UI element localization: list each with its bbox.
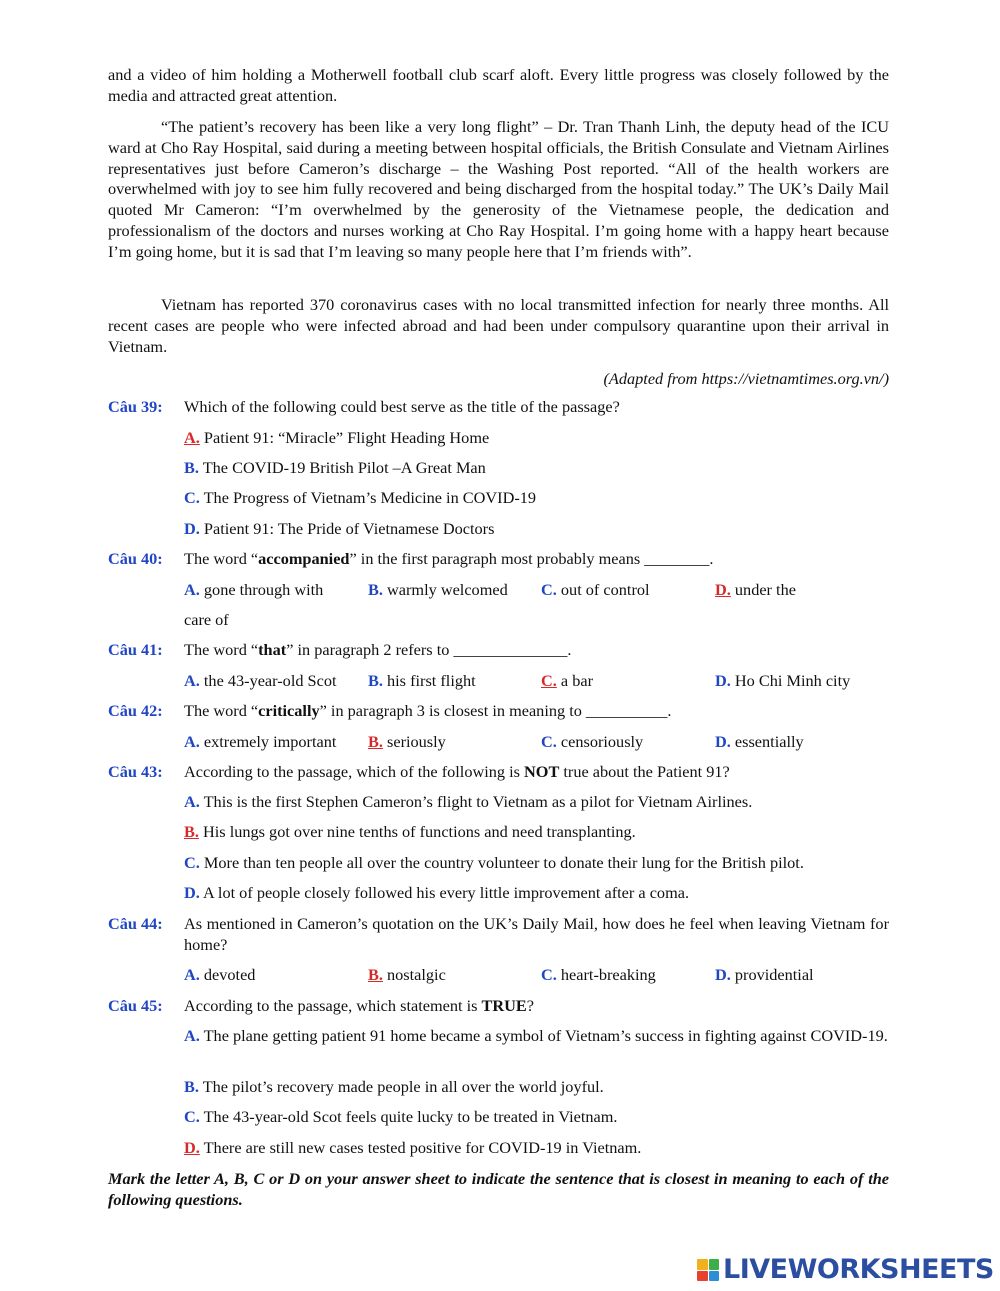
question-41-number: Câu 41:	[108, 640, 163, 659]
question-44-option-c[interactable]: C. heart-breaking	[541, 965, 656, 984]
question-42-number: Câu 42:	[108, 701, 163, 720]
passage-paragraph-2: “The patient’s recovery has been like a very long flight” – Dr. Tran Thanh Linh, the deputy head of the ICU ward at Cho Ray Hospital, said during a meeting between hospital officials, the British Consulate and Vietnam Airlines representatives just before Cameron’s discharge – the Washing Post reported. “All of the health workers are overwhelmed with joy to see him fully recovered and being discharged from the hospital today.” The UK’s Daily Mail quoted Mr Cameron: “I’m overwhelmed by the generosity of the Vietnamese people, the dedication and professionalism of the doctors and nurses working at Cho Ray Hospital. I’m going home with a happy heart because I’m going home, but it is sad that I’m leaving so many people here that I’m friends with”.	[108, 117, 889, 261]
question-41-option-d[interactable]: D. Ho Chi Minh city	[715, 671, 851, 690]
logo-square-blue	[709, 1271, 720, 1282]
question-43-number: Câu 43:	[108, 762, 163, 781]
question-40-number: Câu 40:	[108, 549, 163, 568]
question-43-option-d[interactable]: D. A lot of people closely followed his every little improvement after a coma.	[184, 883, 690, 902]
question-40-option-d[interactable]: D. under the	[715, 580, 796, 599]
question-44-option-a[interactable]: A. devoted	[184, 965, 256, 984]
section-instruction: Mark the letter A, B, C or D on your answer sheet to indicate the sentence that is closest in meaning to each of the following questions.	[108, 1169, 889, 1209]
question-42-stem: The word “critically” in paragraph 3 is closest in meaning to __________.	[184, 701, 672, 720]
question-43-stem: According to the passage, which of the following is NOT true about the Patient 91?	[184, 762, 730, 781]
logo-grid-icon	[697, 1259, 719, 1281]
question-45-option-b[interactable]: B. The pilot’s recovery made people in all over the world joyful.	[184, 1077, 604, 1096]
question-41-option-a[interactable]: A. the 43-year-old Scot	[184, 671, 337, 690]
question-39-number: Câu 39:	[108, 397, 163, 416]
logo-text: LIVEWORKSHEETS	[723, 1254, 994, 1285]
question-45-option-c[interactable]: C. The 43-year-old Scot feels quite lucky to be treated in Vietnam.	[184, 1107, 618, 1126]
question-45-stem: According to the passage, which statement is TRUE?	[184, 996, 534, 1015]
question-39-option-d[interactable]: D. Patient 91: The Pride of Vietnamese Doctors	[184, 519, 495, 538]
question-43-option-a[interactable]: A. This is the first Stephen Cameron’s flight to Vietnam as a pilot for Vietnam Airlines.	[184, 792, 753, 811]
question-44-option-b[interactable]: B. nostalgic	[368, 965, 446, 984]
question-39-stem: Which of the following could best serve as the title of the passage?	[184, 397, 620, 416]
question-41-option-b[interactable]: B. his first flight	[368, 671, 476, 690]
source-citation: (Adapted from https://vietnamtimes.org.vn/)	[603, 369, 889, 388]
question-39-option-c[interactable]: C. The Progress of Vietnam’s Medicine in COVID-19	[184, 488, 537, 507]
question-45-option-d[interactable]: D. There are still new cases tested positive for COVID-19 in Vietnam.	[184, 1138, 642, 1157]
question-43-option-b[interactable]: B. His lungs got over nine tenths of functions and need transplanting.	[184, 822, 636, 841]
question-40-stem: The word “accompanied” in the first paragraph most probably means ________.	[184, 549, 714, 568]
question-39-option-a[interactable]: A. Patient 91: “Miracle” Flight Heading Home	[184, 428, 490, 447]
question-43-option-c[interactable]: C. More than ten people all over the country volunteer to donate their lung for the British pilot.	[184, 853, 804, 872]
question-42-option-a[interactable]: A. extremely important	[184, 732, 337, 751]
question-39-option-b[interactable]: B. The COVID-19 British Pilot –A Great Man	[184, 458, 486, 477]
question-42-option-c[interactable]: C. censoriously	[541, 732, 644, 751]
question-40-option-b[interactable]: B. warmly welcomed	[368, 580, 508, 599]
question-41-option-c[interactable]: C. a bar	[541, 671, 593, 690]
passage-paragraph-3: Vietnam has reported 370 coronavirus cases with no local transmitted infection for nearly three months. All recent cases are people who were infected abroad and had been under compulsory quarantine upon their arrival in Vietnam.	[108, 295, 889, 356]
logo-square-red	[697, 1271, 708, 1282]
question-42-option-b[interactable]: B. seriously	[368, 732, 446, 751]
question-41-stem: The word “that” in paragraph 2 refers to ______________.	[184, 640, 572, 659]
question-44-option-d[interactable]: D. providential	[715, 965, 814, 984]
question-44-number: Câu 44:	[108, 914, 163, 933]
question-45-number: Câu 45:	[108, 996, 163, 1015]
question-44-stem: As mentioned in Cameron’s quotation on the UK’s Daily Mail, how does he feel when leaving Vietnam for home?	[184, 914, 889, 954]
question-40-option-d-wrap: care of	[184, 610, 229, 629]
logo-square-yellow	[697, 1259, 708, 1270]
passage-paragraph-1-end: and a video of him holding a Motherwell football club scarf aloft. Every little progress was closely followed by the media and attracted great attention.	[108, 65, 889, 105]
question-42-option-d[interactable]: D. essentially	[715, 732, 804, 751]
question-40-option-a[interactable]: A. gone through with	[184, 580, 324, 599]
question-45-option-a[interactable]: A. The plane getting patient 91 home became a symbol of Vietnam’s success in fighting against COVID-19.	[184, 1026, 888, 1045]
liveworksheets-logo	[697, 1256, 994, 1284]
logo-square-green	[709, 1259, 720, 1270]
question-40-option-c[interactable]: C. out of control	[541, 580, 650, 599]
